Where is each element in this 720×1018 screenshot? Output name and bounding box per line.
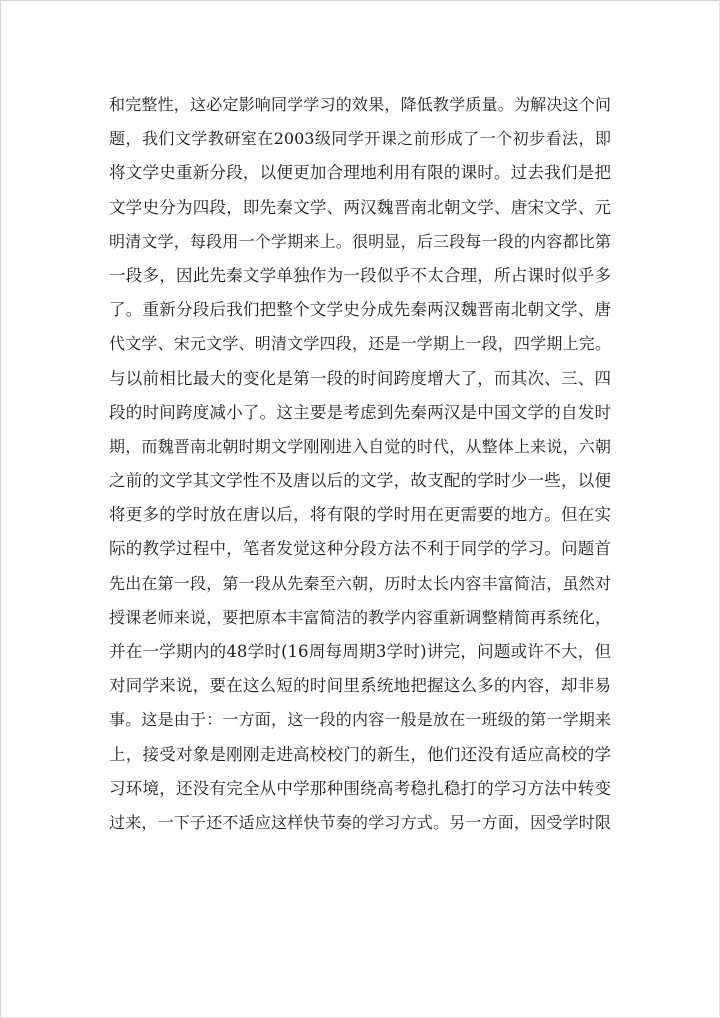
text-line: 期，而魏晋南北朝时期文学刚刚进入自觉的时代，从整体上来说，六朝: [109, 436, 611, 456]
text-line: 上，接受对象是刚刚走进高校校门的新生，他们还没有适应高校的学: [109, 744, 611, 764]
text-line: 文学史分为四段，即先秦文学、两汉魏晋南北朝文学、唐宋文学、元: [109, 197, 611, 217]
text-line: 际的教学过程中，笔者发觉这种分段方法不利于同学的学习。问题首: [109, 539, 611, 559]
text-line: 习环境，还没有完全从中学那种围绕高考稳扎稳打的学习方法中转变: [109, 778, 611, 798]
text-line: 明清文学，每段用一个学期来上。很明显，后三段每一段的内容都比第: [109, 231, 611, 251]
text-line: 并在一学期内的48学时(16周每周期3学时)讲完，问题或许不大，但: [109, 642, 611, 661]
text-line: 过来，一下子还不适应这样快节奏的学习方式。另一方面，因受学时限: [109, 812, 611, 832]
text-line: 之前的文学其文学性不及唐以后的文学，故支配的学时少一些，以便: [109, 471, 611, 491]
text-line: 段的时间跨度减小了。这主要是考虑到先秦两汉是中国文学的自发时: [109, 402, 611, 422]
body-text: [109, 88, 611, 840]
text-line: 将更多的学时放在唐以后，将有限的学时用在更需要的地方。但在实: [109, 505, 611, 525]
text-line: 与以前相比最大的变化是第一段的时间跨度增大了，而其次、三、四: [109, 368, 611, 388]
text-line: 和完整性，这必定影响同学学习的效果，降低教学质量。为解决这个问: [109, 95, 611, 114]
text-line: 对同学来说，要在这么短的时间里系统地把握这么多的内容，却非易: [109, 676, 611, 696]
text-line: 一段多，因此先秦文学单独作为一段似乎不太合理，所占课时似乎多: [109, 265, 611, 285]
text-line: 了。重新分段后我们把整个文学史分成先秦两汉魏晋南北朝文学、唐: [109, 300, 611, 320]
text-line: 题，我们文学教研室在2003级同学开课之前形成了一个初步看法，即: [109, 129, 611, 149]
text-line: 事。这是由于：一方面，这一段的内容一般是放在一班级的第一学期来: [109, 710, 611, 730]
text-line: 代文学、宋元文学、明清文学四段，还是一学期上一段，四学期上完。: [109, 334, 611, 354]
text-line: 先出在第一段，第一段从先秦至六朝，历时太长内容丰富简洁，虽然对: [109, 573, 611, 593]
text-line: 将文学史重新分段，以便更加合理地利用有限的课时。过去我们是把: [109, 163, 611, 183]
text-line: 授课老师来说，要把原本丰富简洁的教学内容重新调整精简再系统化，: [109, 607, 611, 627]
